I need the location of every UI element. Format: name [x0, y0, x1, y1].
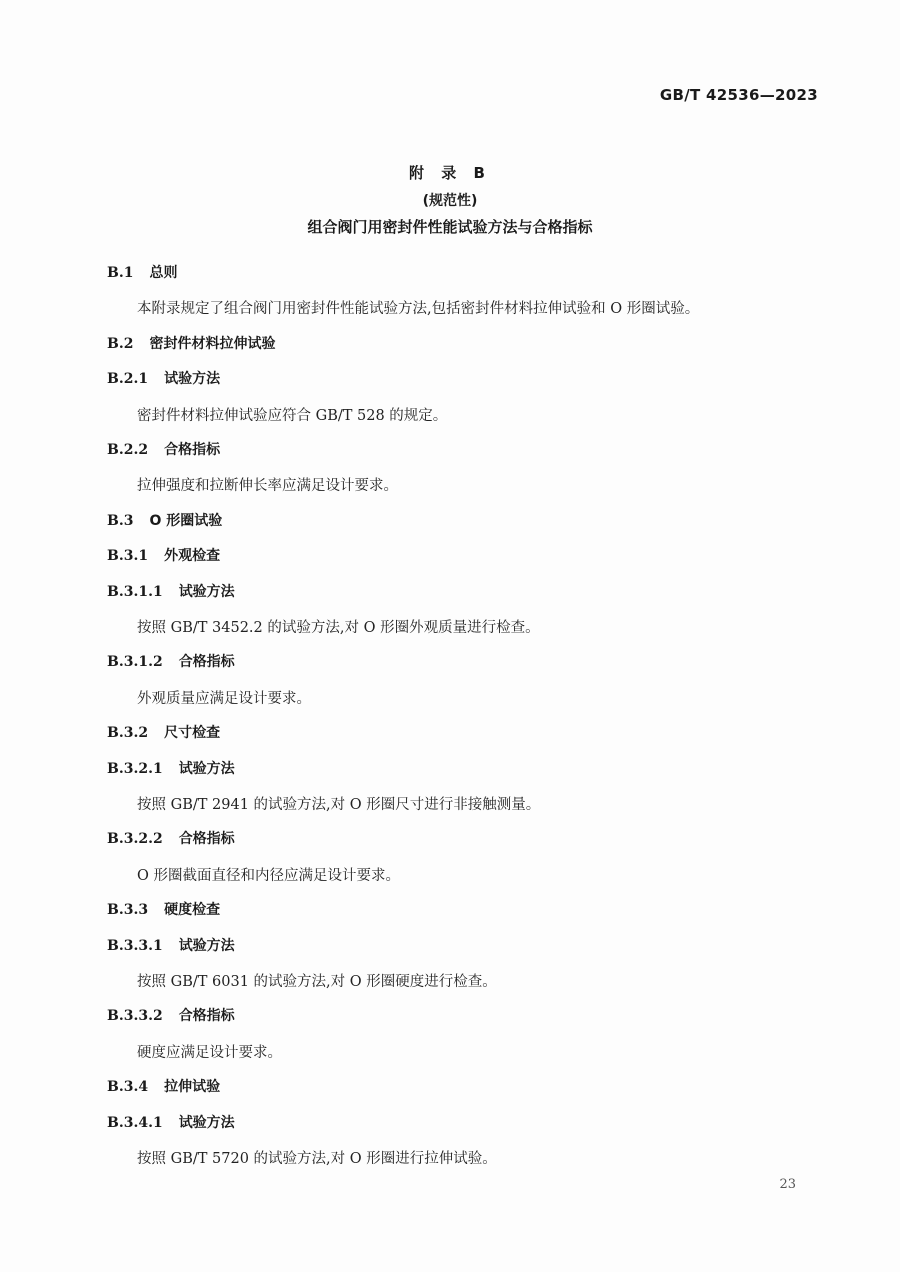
section-number: B.3.1 — [107, 548, 149, 565]
section-heading — [107, 1112, 235, 1132]
appendix-type: (规范性) — [422, 193, 478, 209]
section-title: 总则 — [149, 265, 178, 281]
section-heading — [107, 581, 235, 601]
section-number: B.3.2 — [107, 725, 149, 742]
section-title: 合格指标 — [178, 654, 235, 671]
section-title: 拉伸试验 — [164, 1079, 221, 1096]
section-heading — [107, 722, 220, 742]
section-heading — [107, 828, 235, 848]
section-number: B.2 — [107, 335, 134, 352]
section-number: B.3.4.1 — [107, 1114, 163, 1131]
section-title: 试验方法 — [178, 1114, 235, 1131]
page-number: 23 — [779, 1177, 796, 1192]
section-heading — [107, 899, 220, 919]
section-title: 试验方法 — [178, 583, 235, 600]
paragraph: O 形圈截面直径和内径应满足设计要求。 — [137, 867, 400, 884]
section-heading — [107, 935, 235, 955]
paragraph: 按照 GB/T 5720 的试验方法,对 O 形圈进行拉伸试验。 — [137, 1151, 497, 1167]
section-heading — [107, 439, 220, 459]
appendix-title: 附 录 B — [409, 164, 491, 182]
section-heading — [107, 1076, 220, 1096]
section-number: B.3.4 — [107, 1079, 149, 1096]
paragraph: 按照 GB/T 3452.2 的试验方法,对 O 形圈外观质量进行检查。 — [137, 620, 540, 636]
section-title: 密封件材料拉伸试验 — [149, 335, 276, 352]
section-number: B.3.2.2 — [107, 831, 163, 848]
section-number: B.3 — [107, 512, 134, 529]
section-title: 合格指标 — [178, 1008, 235, 1025]
section-title: 合格指标 — [164, 442, 221, 458]
section-title: O 形圈试验 — [149, 512, 223, 529]
section-title: 硬度检查 — [164, 902, 221, 919]
section-number: B.2.1 — [107, 371, 149, 388]
paragraph: 按照 GB/T 2941 的试验方法,对 O 形圈尺寸进行非接触测量。 — [137, 797, 541, 813]
section-heading — [107, 758, 235, 778]
section-heading — [107, 651, 235, 671]
section-title: 尺寸检查 — [164, 725, 221, 742]
section-heading — [107, 333, 275, 353]
paragraph: 硬度应满足设计要求。 — [137, 1044, 282, 1061]
section-number: B.2.2 — [107, 442, 149, 458]
document-code: GB/T 42536—2023 — [659, 86, 818, 104]
paragraph: 外观质量应满足设计要求。 — [137, 690, 311, 707]
section-title: 试验方法 — [178, 937, 235, 954]
section-title: 试验方法 — [164, 371, 221, 388]
section-heading — [107, 545, 220, 565]
section-title: 试验方法 — [178, 760, 235, 777]
section-title: 外观检查 — [164, 548, 221, 565]
paragraph: 本附录规定了组合阀门用密封件性能试验方法,包括密封件材料拉伸试验和 O 形圈试验。 — [137, 301, 700, 318]
section-number: B.3.2.1 — [107, 760, 163, 777]
section-number: B.3.1.2 — [107, 654, 163, 671]
section-number: B.1 — [107, 265, 134, 281]
paragraph: 按照 GB/T 6031 的试验方法,对 O 形圈硬度进行检查。 — [137, 974, 497, 990]
section-title: 合格指标 — [178, 831, 235, 848]
section-heading — [107, 1005, 235, 1025]
section-number: B.3.3.2 — [107, 1008, 163, 1025]
section-heading — [107, 510, 222, 530]
section-number: B.3.3 — [107, 902, 149, 919]
paragraph: 拉伸强度和拉断伸长率应满足设计要求。 — [137, 478, 398, 495]
section-number: B.3.3.1 — [107, 937, 163, 954]
paragraph: 密封件材料拉伸试验应符合 GB/T 528 的规定。 — [137, 407, 448, 424]
section-heading — [107, 262, 177, 282]
section-number: B.3.1.1 — [107, 583, 163, 600]
appendix-subtitle: 组合阀门用密封件性能试验方法与合格指标 — [307, 218, 593, 236]
section-heading — [107, 368, 220, 388]
